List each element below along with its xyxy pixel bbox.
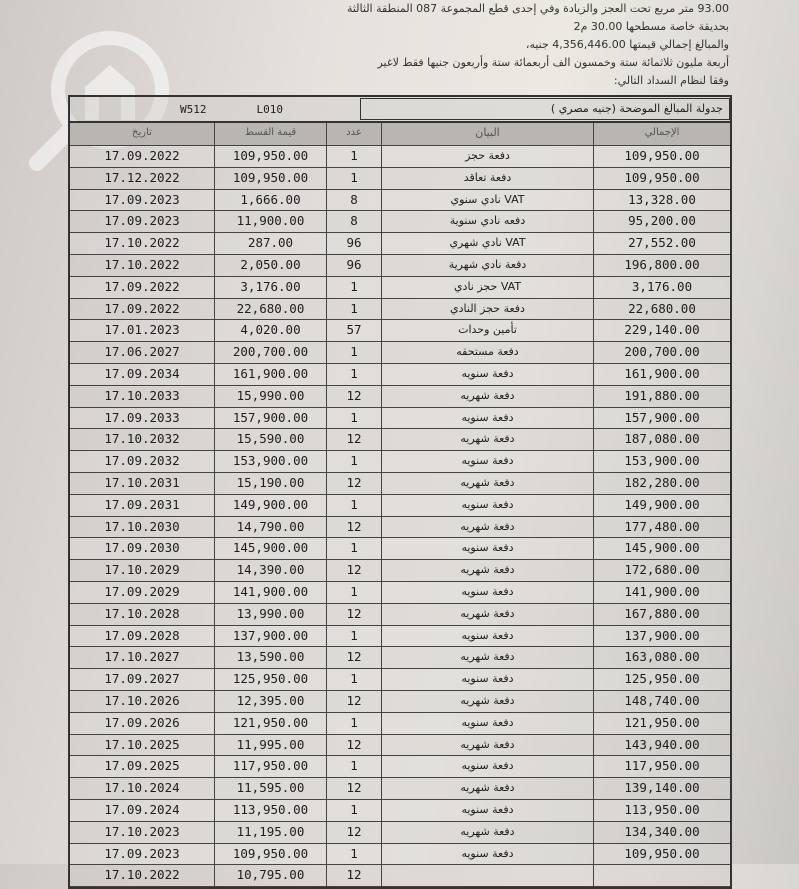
cell-desc: دفعة حجز النادي bbox=[382, 299, 594, 320]
cell-desc: دفعة سنويه bbox=[382, 756, 594, 777]
cell-count: 1 bbox=[327, 713, 382, 734]
cell-total: 109,950.00 bbox=[624, 845, 700, 861]
cell-amount: 125,950.00 bbox=[215, 669, 327, 690]
cell-total: 145,900.00 bbox=[624, 540, 700, 556]
cell-date: 17.10.2031 bbox=[70, 473, 215, 494]
table-row bbox=[70, 604, 730, 626]
cell-amount: 2,050.00 bbox=[215, 255, 327, 276]
intro-line: أربعة مليون ثلاثمائة ستة وخمسون الف أربعمائة ستة وأربعون جنيها فقط لاغير bbox=[377, 56, 729, 69]
header-date: تاريخ bbox=[70, 123, 215, 145]
table-row bbox=[70, 168, 730, 190]
cell-desc: دفعة سنويه bbox=[382, 844, 594, 865]
table-caption: جدولة المبالغ الموضحة (جنيه مصري ) bbox=[360, 98, 730, 120]
cell-date: 17.09.2028 bbox=[70, 626, 215, 647]
header-count: عدد bbox=[327, 123, 382, 145]
building-code: W512 bbox=[180, 102, 207, 116]
table-row bbox=[70, 211, 730, 233]
cell-desc: دفعة شهريه bbox=[382, 560, 594, 581]
cell-amount: 15,590.00 bbox=[215, 429, 327, 450]
cell-date: 17.10.2028 bbox=[70, 604, 215, 625]
cell-amount: 4,020.00 bbox=[215, 320, 327, 341]
cell-desc: VAT نادي شهري bbox=[382, 233, 594, 254]
cell-amount: 117,950.00 bbox=[215, 756, 327, 777]
cell-total: 187,080.00 bbox=[624, 431, 700, 447]
cell-count: 96 bbox=[327, 255, 382, 276]
cell-count: 12 bbox=[327, 560, 382, 581]
table-row bbox=[70, 277, 730, 299]
cell-count: 1 bbox=[327, 299, 382, 320]
cell-desc: دفعة حجز bbox=[382, 146, 594, 167]
header-total: الإجمالي bbox=[644, 127, 680, 138]
cell-desc: دفعة شهريه bbox=[382, 473, 594, 494]
cell-amount: 12,395.00 bbox=[215, 691, 327, 712]
cell-amount: 13,590.00 bbox=[215, 647, 327, 668]
cell-count: 1 bbox=[327, 538, 382, 559]
cell-amount: 145,900.00 bbox=[215, 538, 327, 559]
cell-count: 12 bbox=[327, 517, 382, 538]
cell-amount: 22,680.00 bbox=[215, 299, 327, 320]
cell-date: 17.01.2023 bbox=[70, 320, 215, 341]
cell-count: 12 bbox=[327, 778, 382, 799]
cell-amount: 11,900.00 bbox=[215, 211, 327, 232]
cell-count: 12 bbox=[327, 865, 382, 886]
cell-count: 1 bbox=[327, 582, 382, 603]
table-row bbox=[70, 255, 730, 277]
cell-desc: دفعة شهريه bbox=[382, 604, 594, 625]
table-row bbox=[70, 538, 730, 560]
cell-date: 17.09.2022 bbox=[70, 299, 215, 320]
cell-count: 12 bbox=[327, 691, 382, 712]
cell-count: 1 bbox=[327, 277, 382, 298]
cell-desc: دفعة سنويه bbox=[382, 408, 594, 429]
cell-date: 17.10.2029 bbox=[70, 560, 215, 581]
table-row bbox=[70, 647, 730, 669]
cell-count: 96 bbox=[327, 233, 382, 254]
cell-amount: 15,190.00 bbox=[215, 473, 327, 494]
cell-total: 148,740.00 bbox=[624, 692, 700, 708]
cell-desc: دفعة سنويه bbox=[382, 538, 594, 559]
cell-count: 57 bbox=[327, 320, 382, 341]
cell-date: 17.09.2032 bbox=[70, 451, 215, 472]
cell-count: 12 bbox=[327, 647, 382, 668]
cell-date: 17.09.2026 bbox=[70, 713, 215, 734]
cell-total: 172,680.00 bbox=[624, 562, 700, 578]
cell-desc: دفعة شهريه bbox=[382, 822, 594, 843]
cell-count: 1 bbox=[327, 146, 382, 167]
cell-count: 1 bbox=[327, 342, 382, 363]
cell-date: 17.09.2022 bbox=[70, 146, 215, 167]
cell-date: 17.09.2030 bbox=[70, 538, 215, 559]
cell-amount: 1,666.00 bbox=[215, 190, 327, 211]
cell-total: 229,140.00 bbox=[624, 322, 700, 338]
cell-count: 1 bbox=[327, 626, 382, 647]
cell-count: 1 bbox=[327, 756, 382, 777]
cell-total: 27,552.00 bbox=[628, 235, 696, 251]
cell-total: 182,280.00 bbox=[624, 474, 700, 490]
table-row bbox=[70, 451, 730, 473]
cell-total: 109,950.00 bbox=[624, 148, 700, 163]
cell-total: 191,880.00 bbox=[624, 387, 700, 403]
cell-count: 12 bbox=[327, 386, 382, 407]
table-row bbox=[70, 408, 730, 430]
cell-count: 1 bbox=[327, 408, 382, 429]
cell-total: 163,080.00 bbox=[624, 649, 700, 665]
cell-desc bbox=[382, 865, 594, 886]
cell-count: 1 bbox=[327, 168, 382, 189]
cell-date: 17.09.2033 bbox=[70, 408, 215, 429]
cell-count: 8 bbox=[327, 190, 382, 211]
table-row bbox=[70, 822, 730, 844]
cell-desc: تأمين وحدات bbox=[382, 320, 594, 341]
table-row bbox=[70, 342, 730, 364]
table-row bbox=[70, 146, 730, 168]
cell-desc: دفعة شهريه bbox=[382, 429, 594, 450]
cell-desc: دفعة نادي شهرية bbox=[382, 255, 594, 276]
cell-count: 1 bbox=[327, 451, 382, 472]
table-row bbox=[70, 320, 730, 342]
table-row bbox=[70, 517, 730, 539]
table-row bbox=[70, 429, 730, 451]
cell-desc: VAT حجز نادي bbox=[382, 277, 594, 298]
cell-total: 121,950.00 bbox=[624, 714, 700, 730]
cell-desc: دفعة سنويه bbox=[382, 626, 594, 647]
cell-date: 17.10.2022 bbox=[70, 233, 215, 254]
table-row bbox=[70, 626, 730, 648]
cell-date: 17.06.2027 bbox=[70, 342, 215, 363]
table-row bbox=[70, 560, 730, 582]
table-row bbox=[70, 364, 730, 386]
table-row bbox=[70, 473, 730, 495]
cell-desc: دفعة شهريه bbox=[382, 778, 594, 799]
cell-amount: 10,795.00 bbox=[215, 865, 327, 886]
cell-total: 117,950.00 bbox=[624, 758, 700, 774]
table-row bbox=[70, 495, 730, 517]
cell-total: 161,900.00 bbox=[624, 365, 700, 381]
cell-amount: 149,900.00 bbox=[215, 495, 327, 516]
intro-line: والمبالغ إجمالي قيمتها 4,356,446.00 جنيه، bbox=[525, 38, 729, 51]
table-row bbox=[70, 190, 730, 212]
cell-amount: 15,990.00 bbox=[215, 386, 327, 407]
cell-amount: 113,950.00 bbox=[215, 800, 327, 821]
cell-total: 157,900.00 bbox=[624, 409, 700, 425]
table-row bbox=[70, 800, 730, 822]
cell-desc: دفعة سنويه bbox=[382, 713, 594, 734]
intro-line: بحديقة خاصة مسطحها 30.00 م2 bbox=[573, 20, 729, 33]
cell-amount: 200,700.00 bbox=[215, 342, 327, 363]
cell-date: 17.10.2024 bbox=[70, 778, 215, 799]
cell-date: 17.10.2030 bbox=[70, 517, 215, 538]
cell-date: 17.09.2022 bbox=[70, 277, 215, 298]
cell-amount: 287.00 bbox=[215, 233, 327, 254]
table-row bbox=[70, 299, 730, 321]
cell-count: 8 bbox=[327, 211, 382, 232]
table-header bbox=[70, 123, 730, 146]
cell-date: 17.10.2025 bbox=[70, 735, 215, 756]
cell-date: 17.10.2023 bbox=[70, 822, 215, 843]
cell-date: 17.09.2024 bbox=[70, 800, 215, 821]
intro-line: وفقا لنظام السداد التالي: bbox=[613, 74, 729, 87]
table-row bbox=[70, 778, 730, 800]
cell-desc: دفعة سنويه bbox=[382, 364, 594, 385]
cell-count: 1 bbox=[327, 800, 382, 821]
cell-desc: دفعة مستحقه bbox=[382, 342, 594, 363]
cell-total: 167,880.00 bbox=[624, 605, 700, 621]
table-row bbox=[70, 735, 730, 757]
table-row bbox=[70, 691, 730, 713]
cell-count: 1 bbox=[327, 495, 382, 516]
cell-count: 12 bbox=[327, 822, 382, 843]
table-row bbox=[70, 713, 730, 735]
cell-amount: 109,950.00 bbox=[215, 168, 327, 189]
cell-count: 12 bbox=[327, 735, 382, 756]
table-row bbox=[70, 756, 730, 778]
cell-desc: دفعة شهريه bbox=[382, 691, 594, 712]
cell-total: 137,900.00 bbox=[624, 627, 700, 643]
unit-code: L010 bbox=[256, 102, 283, 116]
cell-date: 17.09.2023 bbox=[70, 844, 215, 865]
cell-desc: دفعة سنويه bbox=[382, 669, 594, 690]
intro-text bbox=[89, 0, 729, 90]
cell-desc: دفعة سنويه bbox=[382, 495, 594, 516]
cell-amount: 13,990.00 bbox=[215, 604, 327, 625]
cell-date: 17.09.2025 bbox=[70, 756, 215, 777]
table-row bbox=[70, 386, 730, 408]
cell-date: 17.09.2027 bbox=[70, 669, 215, 690]
cell-desc: دفعة شهريه bbox=[382, 647, 594, 668]
cell-amount: 109,950.00 bbox=[215, 844, 327, 865]
cell-amount: 3,176.00 bbox=[215, 277, 327, 298]
cell-amount: 137,900.00 bbox=[215, 626, 327, 647]
cell-amount: 161,900.00 bbox=[215, 364, 327, 385]
table-title bbox=[70, 97, 730, 123]
cell-date: 17.10.2027 bbox=[70, 647, 215, 668]
cell-amount: 109,950.00 bbox=[215, 146, 327, 167]
cell-desc: دفعة تعاقد bbox=[382, 168, 594, 189]
cell-total: 3,176.00 bbox=[631, 278, 693, 294]
cell-date: 17.09.2029 bbox=[70, 582, 215, 603]
cell-date: 17.09.2034 bbox=[70, 364, 215, 385]
cell-total: 139,140.00 bbox=[624, 780, 700, 796]
table-row bbox=[70, 865, 730, 887]
cell-total: 153,900.00 bbox=[624, 453, 700, 469]
cell-total: 177,480.00 bbox=[624, 518, 700, 534]
cell-date: 17.10.2022 bbox=[70, 865, 215, 886]
cell-total: 125,950.00 bbox=[624, 671, 700, 687]
cell-count: 12 bbox=[327, 473, 382, 494]
cell-amount: 11,595.00 bbox=[215, 778, 327, 799]
cell-date: 17.12.2022 bbox=[70, 168, 215, 189]
cell-amount: 11,195.00 bbox=[215, 822, 327, 843]
cell-desc: دفعة سنويه bbox=[382, 582, 594, 603]
cell-total: 113,950.00 bbox=[624, 801, 700, 817]
cell-total: 196,800.00 bbox=[624, 256, 700, 272]
cell-amount: 121,950.00 bbox=[215, 713, 327, 734]
cell-total bbox=[594, 865, 730, 886]
cell-total: 13,328.00 bbox=[628, 191, 696, 207]
intro-line: 93.00 متر مربع تحت العجز والزيادة وفي إحدى قطع المجموعة 087 المنطقة الثالثة bbox=[346, 2, 729, 15]
cell-amount: 14,390.00 bbox=[215, 560, 327, 581]
cell-amount: 141,900.00 bbox=[215, 582, 327, 603]
cell-amount: 14,790.00 bbox=[215, 517, 327, 538]
cell-count: 1 bbox=[327, 669, 382, 690]
cell-date: 17.09.2023 bbox=[70, 190, 215, 211]
cell-desc: دفعة شهريه bbox=[382, 735, 594, 756]
cell-total: 143,940.00 bbox=[624, 736, 700, 752]
cell-desc: VAT نادي سنوي bbox=[382, 190, 594, 211]
cell-amount: 157,900.00 bbox=[215, 408, 327, 429]
cell-total: 141,900.00 bbox=[624, 583, 700, 599]
table-row bbox=[70, 582, 730, 604]
cell-desc: دفعة سنويه bbox=[382, 451, 594, 472]
cell-desc: دفعة شهريه bbox=[382, 386, 594, 407]
cell-amount: 153,900.00 bbox=[215, 451, 327, 472]
table-row bbox=[70, 233, 730, 255]
cell-total: 134,340.00 bbox=[624, 823, 700, 839]
cell-date: 17.10.2022 bbox=[70, 255, 215, 276]
cell-total: 95,200.00 bbox=[628, 213, 696, 229]
cell-total: 149,900.00 bbox=[624, 496, 700, 512]
cell-date: 17.09.2031 bbox=[70, 495, 215, 516]
cell-date: 17.09.2023 bbox=[70, 211, 215, 232]
cell-total: 109,950.00 bbox=[624, 169, 700, 185]
cell-desc: دفعة سنويه bbox=[382, 800, 594, 821]
table-row bbox=[70, 844, 730, 866]
cell-count: 1 bbox=[327, 844, 382, 865]
header-desc: البيان bbox=[382, 123, 594, 145]
header-amount: قيمة القسط bbox=[215, 123, 327, 145]
cell-total: 200,700.00 bbox=[624, 344, 700, 360]
cell-total: 22,680.00 bbox=[628, 300, 696, 316]
cell-date: 17.10.2032 bbox=[70, 429, 215, 450]
cell-count: 1 bbox=[327, 364, 382, 385]
cell-count: 12 bbox=[327, 604, 382, 625]
cell-desc: دفعه نادي سنوية bbox=[382, 211, 594, 232]
cell-desc: دفعة شهريه bbox=[382, 517, 594, 538]
cell-date: 17.10.2033 bbox=[70, 386, 215, 407]
cell-date: 17.10.2026 bbox=[70, 691, 215, 712]
payment-schedule-table bbox=[68, 95, 732, 889]
cell-amount: 11,995.00 bbox=[215, 735, 327, 756]
cell-count: 12 bbox=[327, 429, 382, 450]
table-row bbox=[70, 669, 730, 691]
